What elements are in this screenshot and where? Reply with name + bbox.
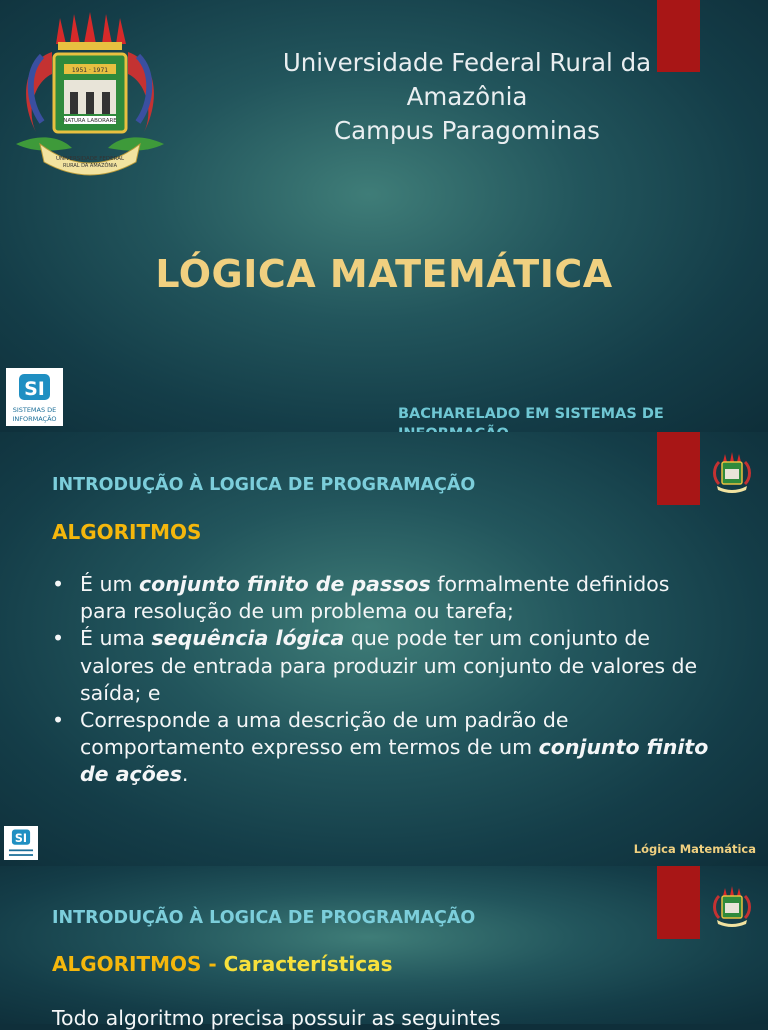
university-crest-icon [713,452,751,492]
accent-bar [657,866,700,939]
svg-text:INFORMAÇÃO: INFORMAÇÃO [12,415,57,423]
university-line-2: Amazônia [406,82,528,111]
title-slide [0,0,768,432]
svg-text:UNIVERSIDADE FEDERAL: UNIVERSIDADE FEDERAL [55,156,125,162]
university-line-1: Universidade Federal Rural da [282,48,652,77]
svg-text:1951 · 1971: 1951 · 1971 [71,67,109,74]
svg-text:RURAL DA AMAZÔNIA: RURAL DA AMAZÔNIA [62,163,118,169]
svg-text:SI: SI [24,378,45,400]
si-logo [6,368,63,426]
svg-text:SI: SI [14,831,28,845]
svg-text:NATURA LABORARE: NATURA LABORARE [63,118,117,124]
bullet-list [52,571,722,789]
section-title: INTRODUÇÃO À LOGICA DE PROGRAMAÇÃO [52,908,476,928]
list-item: • É um conjunto finito de passos formalmente definidos para resolução de um problema ou tarefa; [52,571,722,625]
accent-bar [657,432,700,505]
university-crest-icon [12,12,168,172]
university-crest-icon [713,886,751,926]
slide-heading: ALGORITMOS [52,520,202,544]
slide-footer: Lógica Matemática [633,842,756,856]
si-logo [4,826,38,860]
university-name [232,46,702,148]
heading-separator: - [201,952,224,976]
si-logo-icon [4,826,38,860]
slide-heading [52,952,392,976]
section-title: INTRODUÇÃO À LOGICA DE PROGRAMAÇÃO [52,475,476,495]
si-logo-icon [6,368,63,426]
campus-name: Campus Paragominas [334,116,600,145]
svg-text:SISTEMAS DE: SISTEMAS DE [12,406,57,414]
presentation-title: LÓGICA MATEMÁTICA [155,252,613,296]
course-line-1: BACHARELADO EM SISTEMAS DE [398,406,664,422]
list-item: • Corresponde a uma descrição de um padrão de comportamento expresso em termos de um conjunto finito de ações. [52,707,722,789]
heading-main: ALGORITMOS [52,952,202,976]
algorithms-slide [0,432,768,866]
heading-sub: Características [223,952,393,976]
characteristics-slide [0,866,768,1030]
list-item: • É uma sequência lógica que pode ter um conjunto de valores de entrada para produzir um conjunto de valores de saída; e [52,625,722,707]
body-text: Todo algoritmo precisa possuir as seguintes [52,1006,501,1030]
